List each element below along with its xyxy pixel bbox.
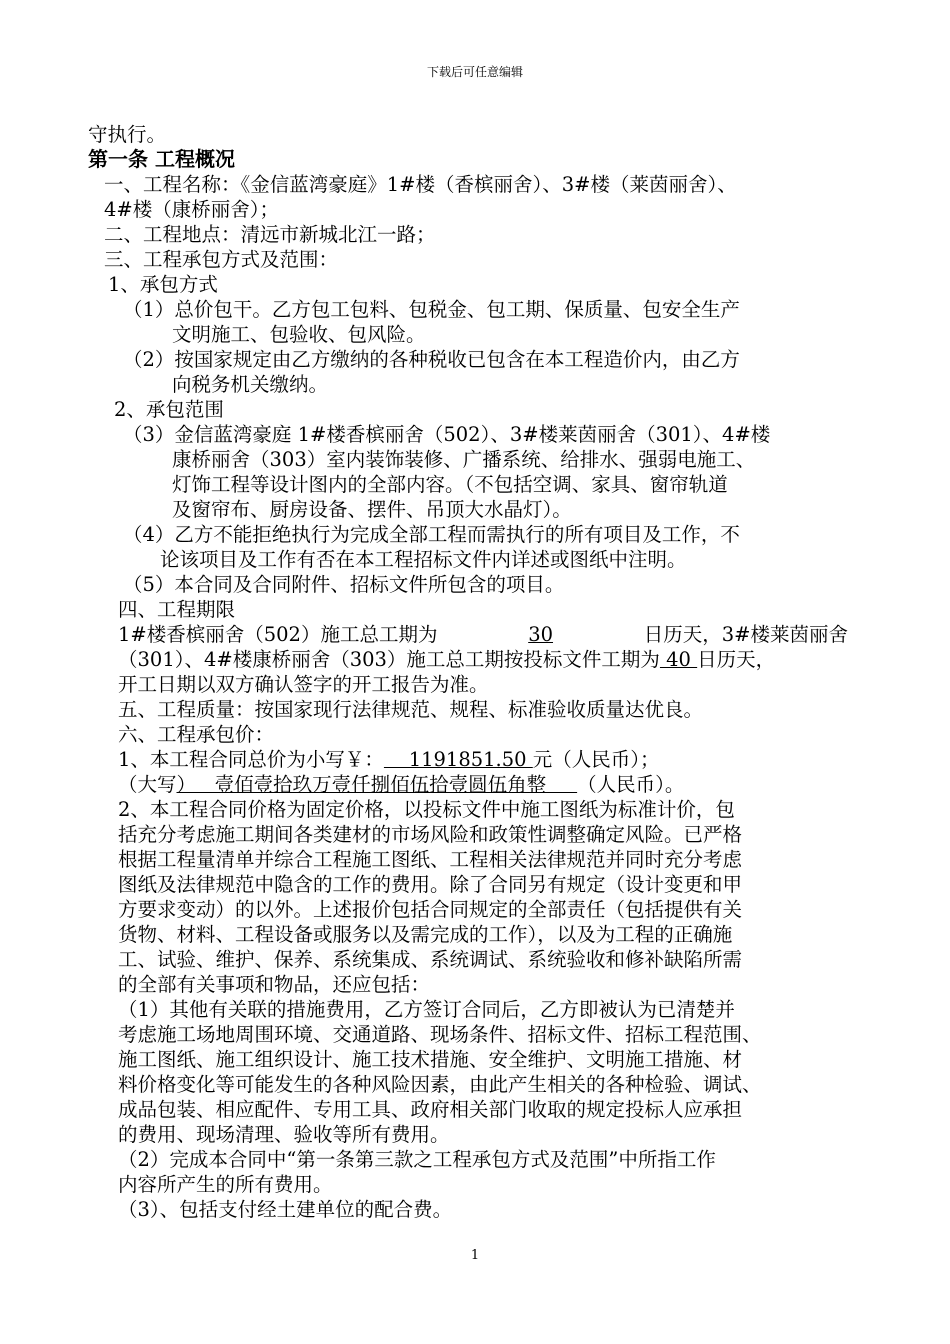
text-line: 及窗帘布、厨房设备、摆件、吊顶大水晶灯）。 bbox=[172, 498, 572, 521]
text-span: （301）、4#楼康桥丽舍（303）施工总工期按投标文件工期为 bbox=[118, 648, 660, 671]
text-line: 守执行。 bbox=[88, 123, 167, 146]
text-line bbox=[88, 647, 848, 672]
text-line: 1、承包方式 bbox=[108, 273, 218, 296]
document-body bbox=[88, 122, 848, 1222]
text-line: 论该项目及工作有否在本工程招标文件内详述或图纸中注明。 bbox=[160, 548, 687, 571]
section-heading: 第一条 工程概况 bbox=[88, 147, 235, 171]
text-line: 五、工程质量：按国家现行法律规范、规程、标准验收质量达优良。 bbox=[118, 698, 704, 721]
text-line: （1）总价包干。乙方包工包料、包税金、包工期、保质量、包安全生产 bbox=[123, 298, 740, 321]
text-span: 元（人民币）； bbox=[532, 748, 660, 771]
text-line: （3）、包括支付经土建单位的配合费。 bbox=[118, 1198, 453, 1221]
text-line: 三、工程承包方式及范围： bbox=[104, 248, 339, 271]
text-line: 根据工程量清单并综合工程施工图纸、工程相关法律规范并同时充分考虑 bbox=[118, 848, 743, 871]
text-line: 括充分考虑施工期间各类建材的市场风险和政策性调整确定风险。已严格 bbox=[118, 823, 743, 846]
text-line: 的费用、现场清理、验收等所有费用。 bbox=[118, 1123, 450, 1146]
text-line: 康桥丽舍（303）室内装饰装修、广播系统、给排水、强弱电施工、 bbox=[172, 448, 756, 471]
text-line bbox=[88, 747, 848, 772]
text-line: 的全部有关事项和物品，还应包括： bbox=[118, 973, 431, 996]
total-price-value: 1191851.50 bbox=[383, 748, 533, 771]
text-line: 灯饰工程等设计图内的全部内容。（不包括空调、家具、窗帘轨道 bbox=[172, 473, 728, 496]
text-line: 货物、材料、工程设备或服务以及需完成的工作），以及为工程的正确施 bbox=[118, 923, 733, 946]
text-line: （2）按国家规定由乙方缴纳的各种税收已包含在本工程造价内，由乙方 bbox=[123, 348, 740, 371]
text-line: 工、试验、维护、保养、系统集成、系统调试、系统验收和修补缺陷所需 bbox=[118, 948, 743, 971]
text-line: （2）完成本合同中“第一条第三款之工程承包方式及范围”中所指工作 bbox=[118, 1148, 716, 1171]
text-line: 施工图纸、施工组织设计、施工技术措施、安全维护、文明施工措施、材 bbox=[118, 1048, 743, 1071]
text-line: 图纸及法律规范中隐含的工作的费用。除了合同另有规定（设计变更和甲 bbox=[118, 873, 743, 896]
text-line: 2、本工程合同价格为固定价格，以投标文件中施工图纸为标准计价，包 bbox=[118, 798, 735, 821]
text-line bbox=[88, 622, 848, 647]
text-span: 日历天，3#楼莱茵丽舍 bbox=[643, 623, 848, 646]
total-price-words: ） 壹佰壹拾玖万壹仟捌佰伍拾壹圆伍角整 bbox=[176, 773, 578, 796]
text-line: 开工日期以双方确认签字的开工报告为准。 bbox=[118, 673, 489, 696]
text-line bbox=[88, 772, 848, 797]
text-span: 1、本工程合同总价为小写￥： bbox=[118, 748, 384, 771]
duration-value: 30 bbox=[528, 623, 554, 646]
duration-value: 40 bbox=[659, 648, 698, 671]
page-number: 1 bbox=[470, 1248, 480, 1263]
text-line: 二、工程地点：清远市新城北江一路； bbox=[104, 223, 436, 246]
text-line: 料价格变化等可能发生的各种风险因素，由此产生相关的各种检验、调试、 bbox=[118, 1073, 762, 1096]
text-line: 方要求变动）的以外。上述报价包括合同规定的全部责任（包括提供有关 bbox=[118, 898, 743, 921]
text-line: （4）乙方不能拒绝执行为完成全部工程而需执行的所有项目及工作，不 bbox=[123, 523, 740, 546]
page-header: 下载后可任意编辑 bbox=[426, 65, 523, 79]
text-line: （5）本合同及合同附件、招标文件所包含的项目。 bbox=[123, 573, 565, 596]
text-line: 成品包装、相应配件、专用工具、政府相关部门收取的规定投标人应承担 bbox=[118, 1098, 743, 1121]
text-line: 4#楼（康桥丽舍）； bbox=[104, 198, 279, 221]
text-span: 日历天， bbox=[697, 648, 776, 671]
text-span: （人民币）。 bbox=[577, 773, 685, 796]
text-line: 四、工程期限 bbox=[118, 598, 236, 621]
text-line: 文明施工、包验收、包风险。 bbox=[172, 323, 426, 346]
text-line: 2、承包范围 bbox=[114, 398, 224, 421]
text-line: （3）金信蓝湾豪庭 1#楼香槟丽舍（502）、3#楼莱茵丽舍（301）、4#楼 bbox=[123, 423, 771, 446]
text-line: 考虑施工场地周围环境、交通道路、现场条件、招标文件、招标工程范围、 bbox=[118, 1023, 762, 1046]
text-span: 1#楼香槟丽舍（502）施工总工期为 bbox=[118, 623, 438, 646]
text-line: （1）其他有关联的措施费用，乙方签订合同后，乙方即被认为已清楚并 bbox=[118, 998, 735, 1021]
text-line: 向税务机关缴纳。 bbox=[172, 373, 329, 396]
text-line: 六、工程承包价： bbox=[118, 723, 275, 746]
text-line: 一、工程名称：《金信蓝湾豪庭》1#楼（香槟丽舍）、3#楼（莱茵丽舍）、 bbox=[104, 173, 737, 196]
text-span: （大写 bbox=[118, 773, 177, 796]
text-line: 内容所产生的所有费用。 bbox=[118, 1173, 333, 1196]
